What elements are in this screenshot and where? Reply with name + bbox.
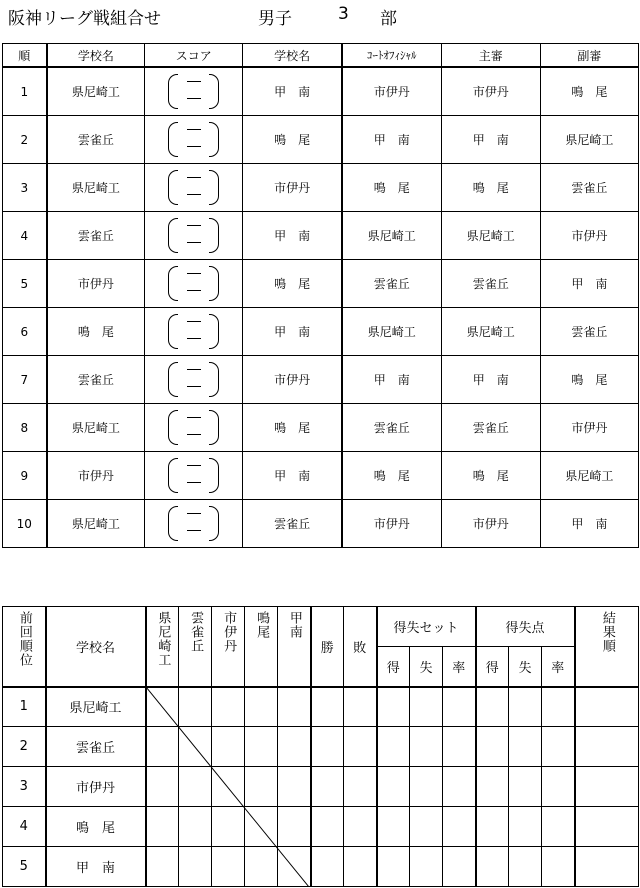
standings-cell[interactable] bbox=[311, 767, 344, 807]
standings-cell[interactable] bbox=[212, 767, 245, 807]
header-team-1: 県尼崎工 bbox=[155, 611, 171, 667]
header-point-ratio: 率 bbox=[542, 647, 575, 687]
court-official: 市伊丹 bbox=[342, 67, 441, 116]
match-number: 3 bbox=[3, 164, 47, 212]
header-previous-rank: 前回順位 bbox=[16, 611, 32, 667]
standings-cell[interactable] bbox=[476, 727, 509, 767]
header-point-diff: 得失点 bbox=[476, 607, 575, 647]
title-part: 部 bbox=[380, 9, 397, 29]
school-b: 市伊丹 bbox=[243, 356, 342, 404]
standings-cell[interactable] bbox=[575, 727, 639, 767]
umpire: 県尼崎工 bbox=[540, 116, 638, 164]
score[interactable] bbox=[145, 116, 243, 164]
table-row bbox=[3, 500, 639, 548]
school-b: 市伊丹 bbox=[243, 164, 342, 212]
school-a: 雲雀丘 bbox=[47, 212, 145, 260]
title-main: 阪神リーグ戦組合せ bbox=[8, 9, 161, 29]
standings-cell[interactable] bbox=[146, 767, 179, 807]
table-row bbox=[3, 67, 639, 116]
standings-cell[interactable] bbox=[212, 727, 245, 767]
score-dash bbox=[187, 369, 201, 370]
standings-header-row bbox=[3, 607, 639, 647]
score-dash bbox=[187, 338, 201, 339]
referee: 市伊丹 bbox=[441, 500, 540, 548]
standings-cell[interactable] bbox=[575, 807, 639, 847]
umpire: 雲雀丘 bbox=[540, 164, 638, 212]
standings-cell[interactable] bbox=[476, 767, 509, 807]
school-name: 甲 南 bbox=[46, 847, 146, 887]
school-name: 市伊丹 bbox=[46, 767, 146, 807]
score[interactable] bbox=[145, 452, 243, 500]
score-bracket-left bbox=[168, 506, 178, 541]
table-row bbox=[3, 687, 639, 727]
header-result-order: 結果順 bbox=[599, 611, 615, 653]
match-number: 1 bbox=[3, 67, 47, 116]
referee: 鳴 尾 bbox=[441, 164, 540, 212]
header-wins: 勝 bbox=[311, 607, 344, 687]
umpire: 甲 南 bbox=[540, 500, 638, 548]
standings-cell[interactable] bbox=[377, 807, 410, 847]
standings-cell[interactable] bbox=[476, 687, 509, 727]
match-number: 10 bbox=[3, 500, 47, 548]
score[interactable] bbox=[145, 67, 243, 116]
school-a: 市伊丹 bbox=[47, 260, 145, 308]
standings-cell[interactable] bbox=[179, 687, 212, 727]
header-order: 順 bbox=[3, 44, 47, 68]
standings-cell[interactable] bbox=[311, 807, 344, 847]
table-row bbox=[3, 116, 639, 164]
match-number: 6 bbox=[3, 308, 47, 356]
standings-cell[interactable] bbox=[179, 727, 212, 767]
score[interactable] bbox=[145, 308, 243, 356]
header-school-b: 学校名 bbox=[243, 44, 342, 68]
score-dash bbox=[187, 482, 201, 483]
score[interactable] bbox=[145, 500, 243, 548]
standings-cell[interactable] bbox=[542, 767, 575, 807]
header-set-ratio: 率 bbox=[443, 647, 476, 687]
standings-cell[interactable] bbox=[179, 807, 212, 847]
schedule-header-row bbox=[3, 44, 639, 68]
score-dash bbox=[187, 129, 201, 130]
court-official: 甲 南 bbox=[342, 356, 441, 404]
score-dash bbox=[187, 290, 201, 291]
standings-cell[interactable] bbox=[245, 767, 278, 807]
standings-cell[interactable] bbox=[509, 847, 542, 887]
header-losses: 敗 bbox=[344, 607, 377, 687]
score-bracket-right bbox=[209, 458, 219, 493]
score-dash bbox=[187, 242, 201, 243]
court-official: 甲 南 bbox=[342, 116, 441, 164]
table-row bbox=[3, 164, 639, 212]
table-row bbox=[3, 807, 639, 847]
referee: 甲 南 bbox=[441, 356, 540, 404]
standings-cell[interactable] bbox=[377, 847, 410, 887]
table-row bbox=[3, 356, 639, 404]
standings-cell[interactable] bbox=[542, 807, 575, 847]
score-bracket-right bbox=[209, 362, 219, 397]
court-official: 鳴 尾 bbox=[342, 452, 441, 500]
school-a: 雲雀丘 bbox=[47, 356, 145, 404]
standings-cell[interactable] bbox=[344, 767, 377, 807]
standings-cell[interactable] bbox=[542, 687, 575, 727]
standings-cell[interactable] bbox=[344, 847, 377, 887]
standings-cell[interactable] bbox=[542, 847, 575, 887]
referee: 県尼崎工 bbox=[441, 308, 540, 356]
score-bracket-left bbox=[168, 266, 178, 301]
header-point-lost: 失 bbox=[509, 647, 542, 687]
standings-cell[interactable] bbox=[344, 687, 377, 727]
standings-cell[interactable] bbox=[245, 847, 278, 887]
match-number: 4 bbox=[3, 212, 47, 260]
standings-cell[interactable] bbox=[410, 767, 443, 807]
header-set-diff: 得失セット bbox=[377, 607, 476, 647]
school-a: 市伊丹 bbox=[47, 452, 145, 500]
header-score: スコア bbox=[145, 44, 243, 68]
score-dash bbox=[187, 386, 201, 387]
court-official: 雲雀丘 bbox=[342, 404, 441, 452]
standings-cell[interactable] bbox=[575, 767, 639, 807]
standings-cell[interactable] bbox=[377, 727, 410, 767]
score-dash bbox=[187, 225, 201, 226]
standings-cell[interactable] bbox=[509, 807, 542, 847]
table-row bbox=[3, 308, 639, 356]
score[interactable] bbox=[145, 212, 243, 260]
header-court-official: ｺｰﾄｵﾌｨｼｬﾙ bbox=[342, 44, 441, 68]
score-dash bbox=[187, 98, 201, 99]
standings-cell[interactable] bbox=[245, 727, 278, 767]
match-schedule-table bbox=[2, 43, 639, 548]
standings-cell[interactable] bbox=[509, 687, 542, 727]
standings-cell[interactable] bbox=[476, 807, 509, 847]
school-b: 甲 南 bbox=[243, 452, 342, 500]
court-official: 市伊丹 bbox=[342, 500, 441, 548]
standings-cell[interactable] bbox=[278, 767, 311, 807]
standings-cell[interactable] bbox=[377, 687, 410, 727]
school-a: 県尼崎工 bbox=[47, 67, 145, 116]
school-a: 鳴 尾 bbox=[47, 308, 145, 356]
court-official: 県尼崎工 bbox=[342, 212, 441, 260]
score-bracket-left bbox=[168, 218, 178, 253]
court-official: 鳴 尾 bbox=[342, 164, 441, 212]
standings-table bbox=[2, 606, 639, 887]
umpire: 鳴 尾 bbox=[540, 67, 638, 116]
score-bracket-right bbox=[209, 314, 219, 349]
score-dash bbox=[187, 434, 201, 435]
match-number: 8 bbox=[3, 404, 47, 452]
table-row bbox=[3, 727, 639, 767]
school-a: 県尼崎工 bbox=[47, 404, 145, 452]
standings-cell[interactable] bbox=[311, 847, 344, 887]
standings-cell[interactable] bbox=[212, 807, 245, 847]
table-row bbox=[3, 452, 639, 500]
score-dash bbox=[187, 194, 201, 195]
header-team-5: 甲南 bbox=[286, 611, 302, 639]
header-set-lost: 失 bbox=[410, 647, 443, 687]
school-a: 雲雀丘 bbox=[47, 116, 145, 164]
score-bracket-right bbox=[209, 170, 219, 205]
standings-cell[interactable] bbox=[542, 727, 575, 767]
school-name: 鳴 尾 bbox=[46, 807, 146, 847]
standings-cell[interactable] bbox=[443, 767, 476, 807]
referee: 県尼崎工 bbox=[441, 212, 540, 260]
standings-cell[interactable] bbox=[278, 687, 311, 727]
score-dash bbox=[187, 530, 201, 531]
standings-cell[interactable] bbox=[443, 847, 476, 887]
standings-cell[interactable] bbox=[410, 807, 443, 847]
referee: 雲雀丘 bbox=[441, 260, 540, 308]
standings-cell[interactable] bbox=[278, 727, 311, 767]
score-bracket-left bbox=[168, 314, 178, 349]
header-school: 学校名 bbox=[46, 607, 146, 687]
header-school-a: 学校名 bbox=[47, 44, 145, 68]
header-point-won: 得 bbox=[476, 647, 509, 687]
standings-cell[interactable] bbox=[443, 727, 476, 767]
school-b: 鳴 尾 bbox=[243, 116, 342, 164]
standings-cell[interactable] bbox=[146, 847, 179, 887]
previous-rank: 4 bbox=[3, 807, 46, 847]
score-bracket-left bbox=[168, 362, 178, 397]
school-b: 鳴 尾 bbox=[243, 404, 342, 452]
table-row bbox=[3, 212, 639, 260]
standings-cell[interactable] bbox=[509, 767, 542, 807]
umpire: 県尼崎工 bbox=[540, 452, 638, 500]
standings-cell[interactable] bbox=[278, 807, 311, 847]
umpire: 雲雀丘 bbox=[540, 308, 638, 356]
table-row bbox=[3, 767, 639, 807]
score-dash bbox=[187, 465, 201, 466]
standings-cell[interactable] bbox=[410, 847, 443, 887]
school-b: 鳴 尾 bbox=[243, 260, 342, 308]
standings-cell[interactable] bbox=[278, 847, 311, 887]
standings-cell[interactable] bbox=[245, 807, 278, 847]
score-bracket-right bbox=[209, 218, 219, 253]
umpire: 甲 南 bbox=[540, 260, 638, 308]
score-bracket-left bbox=[168, 410, 178, 445]
table-row bbox=[3, 847, 639, 887]
score[interactable] bbox=[145, 164, 243, 212]
standings-cell[interactable] bbox=[377, 767, 410, 807]
referee: 雲雀丘 bbox=[441, 404, 540, 452]
court-official: 県尼崎工 bbox=[342, 308, 441, 356]
header-team-3: 市伊丹 bbox=[221, 611, 237, 653]
standings-cell[interactable] bbox=[509, 727, 542, 767]
standings-cell[interactable] bbox=[245, 687, 278, 727]
school-b: 甲 南 bbox=[243, 212, 342, 260]
standings-cell[interactable] bbox=[179, 847, 212, 887]
school-a: 県尼崎工 bbox=[47, 164, 145, 212]
umpire: 市伊丹 bbox=[540, 404, 638, 452]
standings-cell[interactable] bbox=[344, 807, 377, 847]
standings-cell[interactable] bbox=[575, 687, 639, 727]
score-dash bbox=[187, 321, 201, 322]
standings-cell[interactable] bbox=[476, 847, 509, 887]
score-dash bbox=[187, 513, 201, 514]
table-row bbox=[3, 260, 639, 308]
standings-cell[interactable] bbox=[443, 807, 476, 847]
score-dash bbox=[187, 81, 201, 82]
previous-rank: 1 bbox=[3, 687, 46, 727]
table-row bbox=[3, 404, 639, 452]
school-b: 甲 南 bbox=[243, 308, 342, 356]
header-team-4: 鳴尾 bbox=[254, 611, 270, 639]
score-bracket-right bbox=[209, 410, 219, 445]
referee: 市伊丹 bbox=[441, 67, 540, 116]
standings-cell[interactable] bbox=[575, 847, 639, 887]
header-umpire: 副審 bbox=[540, 44, 638, 68]
standings-cell[interactable] bbox=[311, 727, 344, 767]
school-a: 県尼崎工 bbox=[47, 500, 145, 548]
court-official: 雲雀丘 bbox=[342, 260, 441, 308]
score-dash bbox=[187, 273, 201, 274]
score-bracket-left bbox=[168, 458, 178, 493]
match-number: 2 bbox=[3, 116, 47, 164]
score-bracket-right bbox=[209, 122, 219, 157]
score[interactable] bbox=[145, 404, 243, 452]
score-bracket-right bbox=[209, 266, 219, 301]
standings-cell[interactable] bbox=[212, 687, 245, 727]
header-team-2: 雲雀丘 bbox=[188, 611, 204, 653]
score-bracket-left bbox=[168, 170, 178, 205]
standings-cell[interactable] bbox=[146, 687, 179, 727]
match-number: 9 bbox=[3, 452, 47, 500]
score-bracket-left bbox=[168, 74, 178, 109]
standings-cell[interactable] bbox=[146, 727, 179, 767]
referee: 鳴 尾 bbox=[441, 452, 540, 500]
header-set-won: 得 bbox=[377, 647, 410, 687]
umpire: 市伊丹 bbox=[540, 212, 638, 260]
score[interactable] bbox=[145, 356, 243, 404]
standings-cell[interactable] bbox=[443, 687, 476, 727]
score-bracket-left bbox=[168, 122, 178, 157]
previous-rank: 2 bbox=[3, 727, 46, 767]
title-number: 3 bbox=[338, 4, 349, 24]
referee: 甲 南 bbox=[441, 116, 540, 164]
header-referee: 主審 bbox=[441, 44, 540, 68]
standings-cell[interactable] bbox=[179, 767, 212, 807]
match-number: 5 bbox=[3, 260, 47, 308]
standings-cell[interactable] bbox=[146, 807, 179, 847]
school-name: 県尼崎工 bbox=[46, 687, 146, 727]
title-division: 男子 bbox=[258, 9, 292, 29]
previous-rank: 3 bbox=[3, 767, 46, 807]
standings-cell[interactable] bbox=[311, 687, 344, 727]
school-b: 雲雀丘 bbox=[243, 500, 342, 548]
standings-cell[interactable] bbox=[212, 847, 245, 887]
previous-rank: 5 bbox=[3, 847, 46, 887]
score-bracket-right bbox=[209, 506, 219, 541]
umpire: 鳴 尾 bbox=[540, 356, 638, 404]
standings-cell[interactable] bbox=[344, 727, 377, 767]
match-number: 7 bbox=[3, 356, 47, 404]
score-dash bbox=[187, 177, 201, 178]
standings-cell[interactable] bbox=[410, 687, 443, 727]
school-b: 甲 南 bbox=[243, 67, 342, 116]
score-dash bbox=[187, 417, 201, 418]
school-name: 雲雀丘 bbox=[46, 727, 146, 767]
score-bracket-right bbox=[209, 74, 219, 109]
score[interactable] bbox=[145, 260, 243, 308]
score-dash bbox=[187, 146, 201, 147]
standings-cell[interactable] bbox=[410, 727, 443, 767]
